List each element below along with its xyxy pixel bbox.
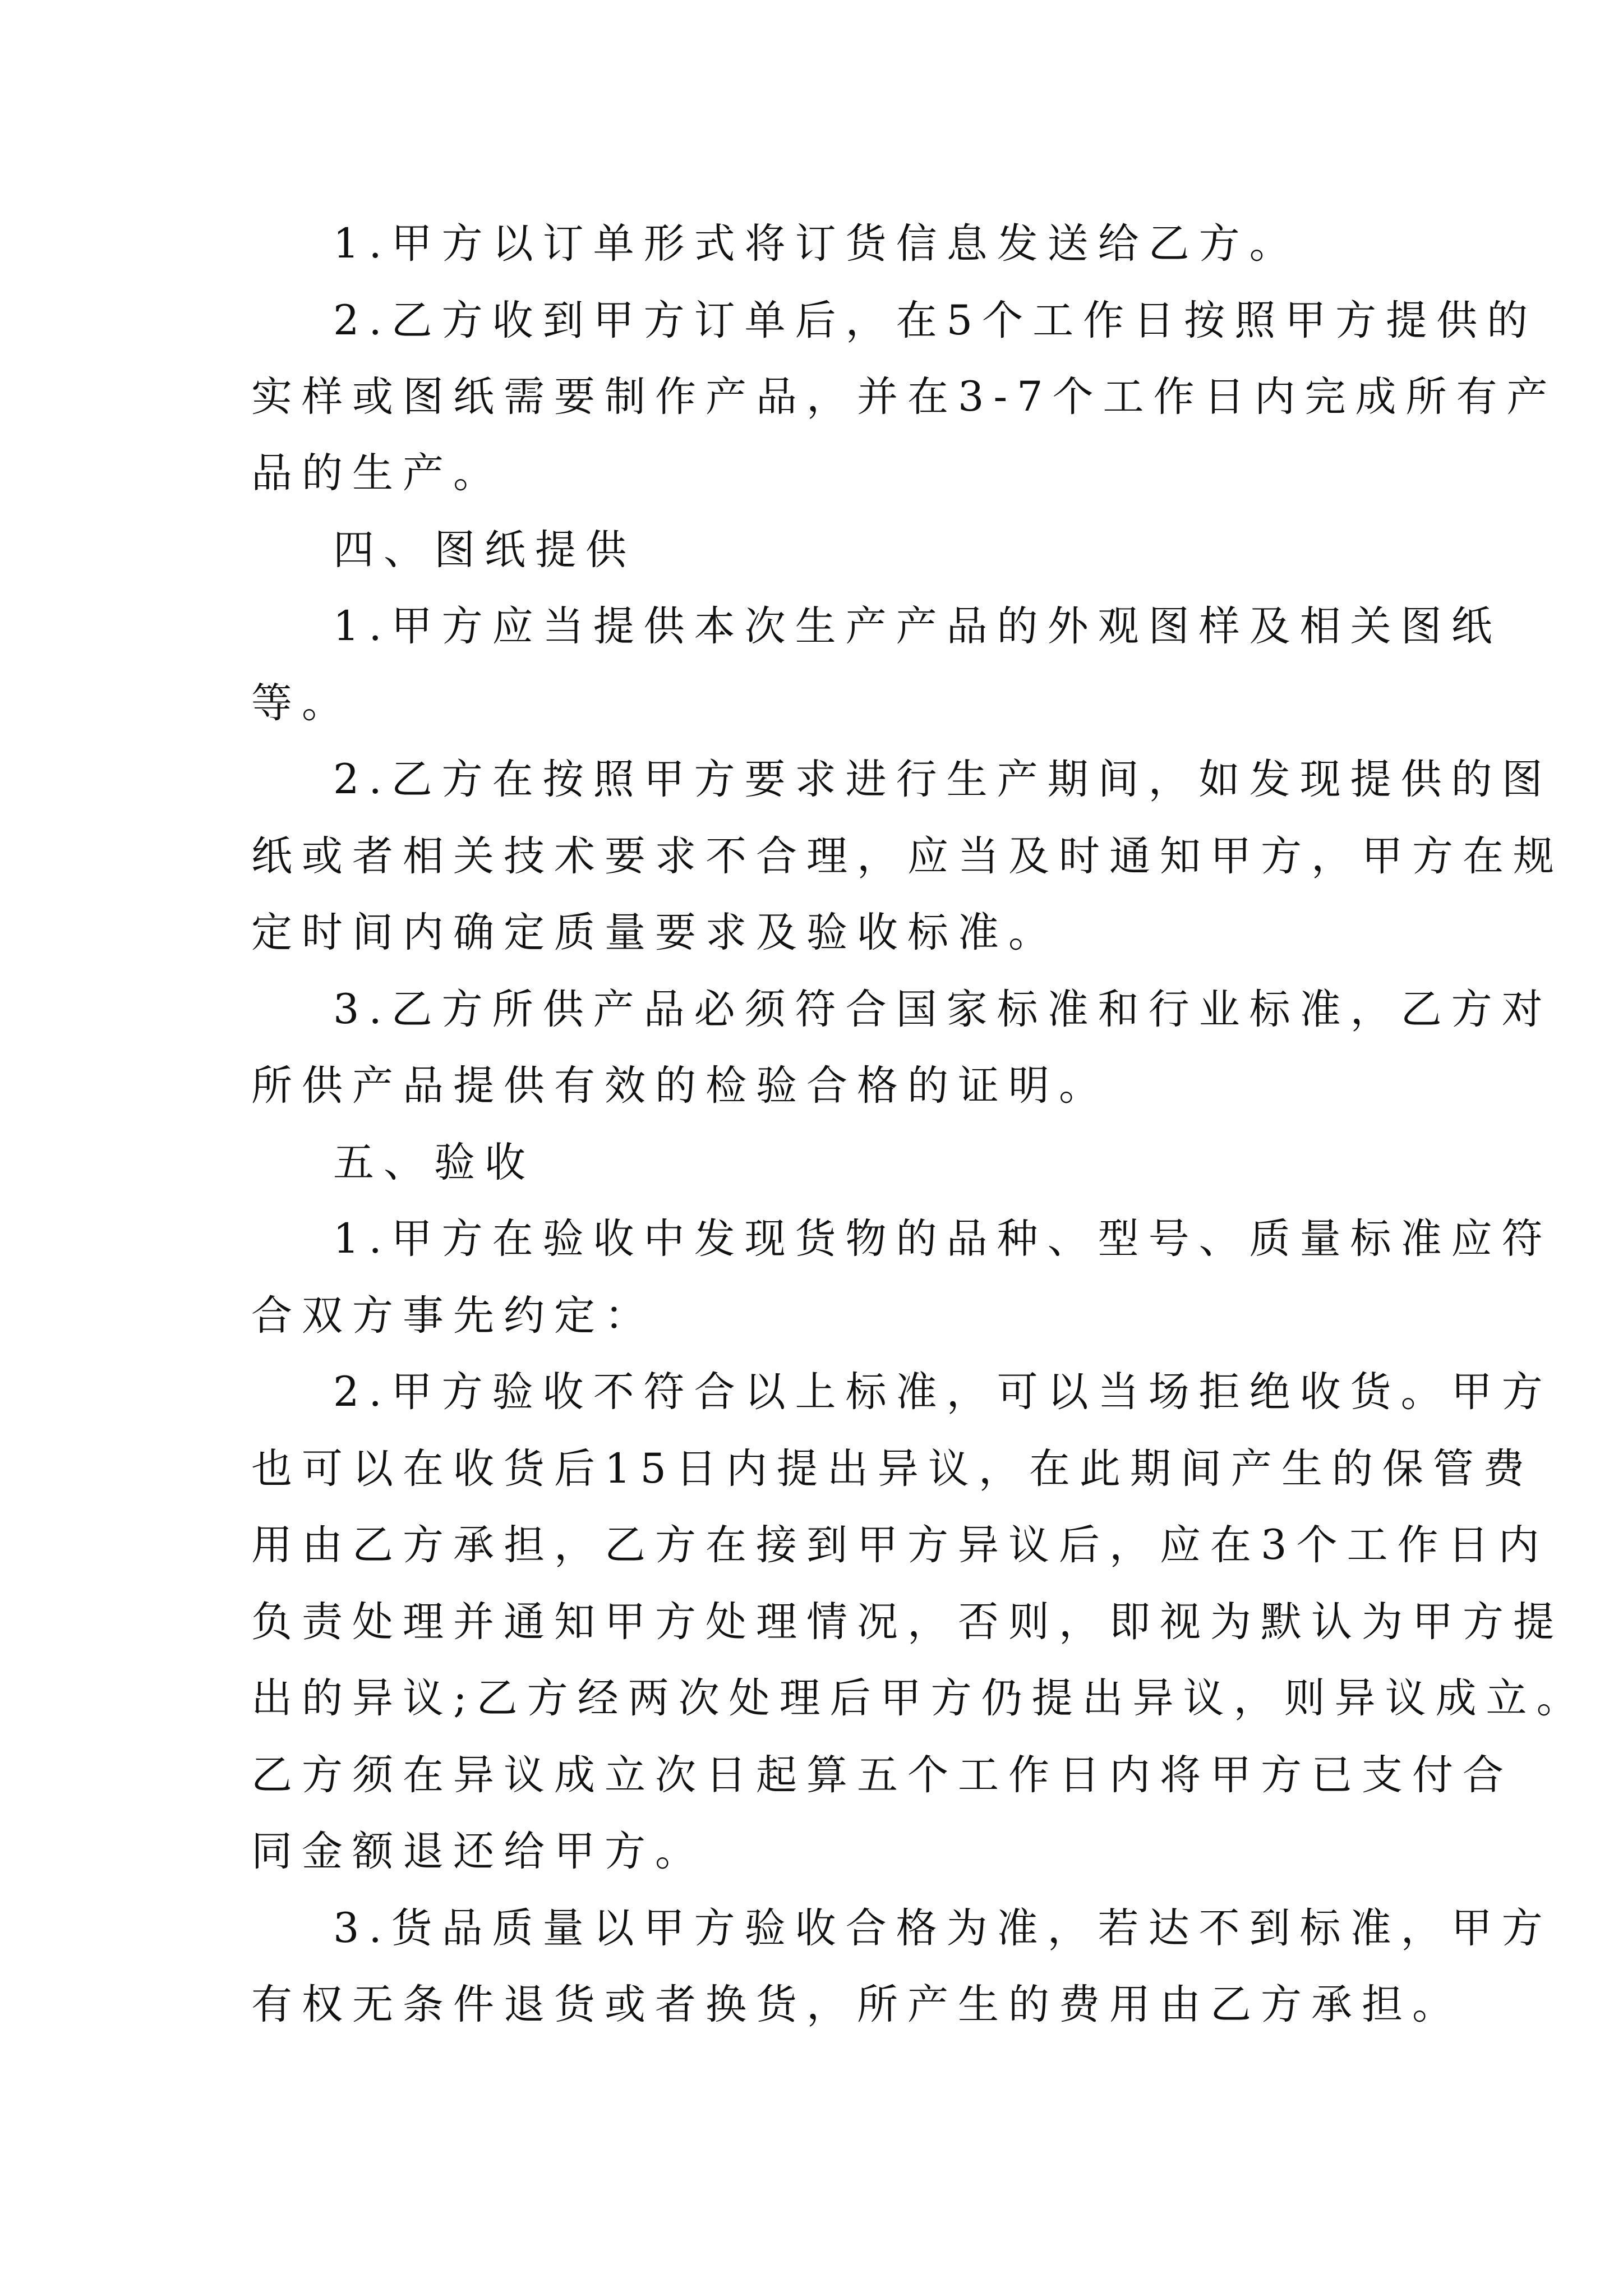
text-line: 品的生产。 [251,449,504,497]
text-line: 所供产品提供有效的检验合格的证明。 [251,1062,1109,1110]
text-line: 合双方事先约定： [251,1292,655,1340]
section-heading-acceptance: 五、验收 [333,1139,535,1186]
text-line: 等。 [251,679,352,727]
text-line: 也可以在收货后15日内提出异议，在此期间产生的保管费 [251,1445,1534,1493]
text-line: 出的异议;乙方经两次处理后甲方仍提出异议，则异议成立。 [251,1674,1587,1722]
text-line: 3.乙方所供产品必须符合国家标准和行业标准，乙方对 [333,986,1552,1033]
text-line: 同金额退还给甲方。 [251,1828,706,1875]
text-line: 实样或图纸需要制作产品，并在3-7个工作日内完成所有产 [251,373,1557,421]
text-line: 用由乙方承担，乙方在接到甲方异议后，应在3个工作日内 [251,1521,1549,1569]
text-line: 3.货品质量以甲方验收合格为准，若达不到标准，甲方 [333,1904,1552,1952]
text-line: 纸或者相关技术要求不合理，应当及时通知甲方，甲方在规 [251,832,1564,880]
text-line: 乙方须在异议成立次日起算五个工作日内将甲方已支付合 [251,1751,1513,1799]
text-line: 定时间内确定质量要求及验收标准。 [251,909,1059,956]
section-heading-drawings: 四、图纸提供 [333,526,636,574]
text-line: 1.甲方以订单形式将订货信息发送给乙方。 [333,220,1300,268]
text-line: 1.甲方在验收中发现货物的品种、型号、质量标准应符 [333,1215,1552,1263]
text-line: 1.甲方应当提供本次生产产品的外观图样及相关图纸 [333,602,1502,650]
text-line: 2.甲方验收不符合以上标准，可以当场拒绝收货。甲方 [333,1368,1552,1416]
text-line: 负责处理并通知甲方处理情况，否则，即视为默认为甲方提 [251,1598,1564,1646]
text-line: 有权无条件退货或者换货，所产生的费用由乙方承担。 [251,1981,1463,2028]
text-line: 2.乙方在按照甲方要求进行生产期间，如发现提供的图 [333,756,1552,803]
text-line: 2.乙方收到甲方订单后，在5个工作日按照甲方提供的 [333,297,1538,344]
